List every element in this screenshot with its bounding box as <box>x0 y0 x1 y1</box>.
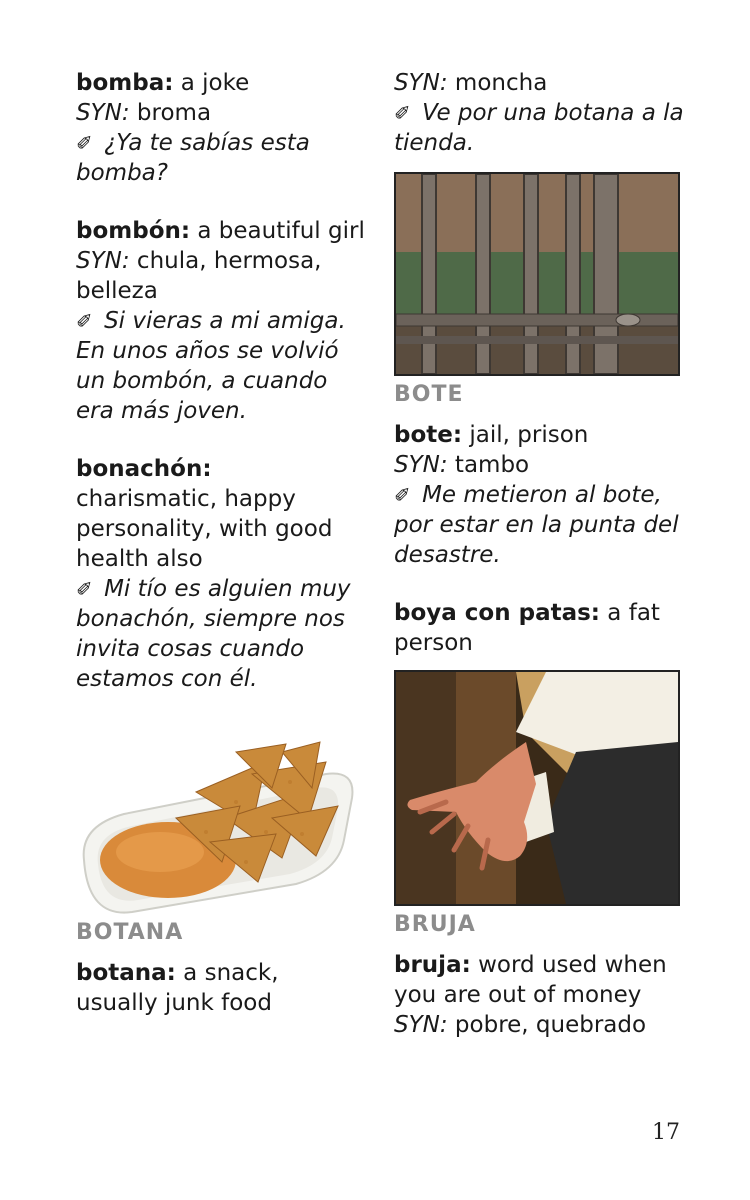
entry-bruja <box>394 950 694 1040</box>
pencil-icon: ✐ <box>394 483 411 507</box>
bote-caption: BOTE <box>394 382 464 407</box>
syn-label: SYN: <box>394 1012 448 1038</box>
example-sentence: Ve por una botana a la tienda. <box>394 100 684 156</box>
entry-bonachon <box>76 454 366 694</box>
syn-label: SYN: <box>394 70 448 96</box>
headword: bote: <box>394 422 463 448</box>
example-sentence: Si vieras a mi amiga. En unos años se volvió un bombón, a cuando era más joven. <box>76 308 346 424</box>
entry-bombon <box>76 216 366 426</box>
pencil-icon: ✐ <box>76 131 93 155</box>
botana-caption: BOTANA <box>76 920 184 945</box>
example-sentence: ¿Ya te sabías esta bomba? <box>76 130 310 186</box>
page-number: 17 <box>652 1120 680 1145</box>
botana-photo <box>76 722 356 914</box>
bote-photo <box>394 172 680 376</box>
headword: botana: <box>76 960 176 986</box>
synonyms: broma <box>129 100 212 126</box>
pencil-icon: ✐ <box>394 101 411 125</box>
bruja-photo <box>394 670 680 906</box>
definition: a beautiful girl <box>190 218 365 244</box>
pencil-icon: ✐ <box>76 309 93 333</box>
definition: word used when you are out of money <box>394 952 667 1008</box>
headword: boya con patas: <box>394 600 600 626</box>
headword: bonachón: <box>76 456 212 482</box>
headword: bombón: <box>76 218 191 244</box>
synonyms: moncha <box>447 70 548 96</box>
headword: bruja: <box>394 952 471 978</box>
headword: bomba: <box>76 70 174 96</box>
definition: a fat person <box>394 600 660 656</box>
example-sentence: Mi tío es alguien muy bonachón, siempre nos invita cosas cuando estamos con él. <box>76 576 351 692</box>
entry-bomba <box>76 68 366 188</box>
synonyms: pobre, quebrado <box>447 1012 647 1038</box>
syn-label: SYN: <box>76 100 130 126</box>
syn-label: SYN: <box>394 452 448 478</box>
entry-botana-continued <box>394 68 694 158</box>
pencil-icon: ✐ <box>76 577 93 601</box>
entry-botana <box>76 958 366 1018</box>
left-column <box>76 68 366 1018</box>
definition: a joke <box>173 70 250 96</box>
definition: a snack, usually junk food <box>76 960 279 1016</box>
example-sentence: Me metieron al bote, por estar en la punta del desastre. <box>394 482 679 568</box>
definition: jail, prison <box>462 422 589 448</box>
bruja-caption: BRUJA <box>394 912 476 937</box>
synonyms: chula, hermosa, belleza <box>76 248 322 304</box>
definition: charismatic, happy personality, with good health also <box>76 486 333 572</box>
entry-boya-con-patas <box>394 598 694 658</box>
right-column <box>394 68 694 1040</box>
entry-bote <box>394 420 694 570</box>
syn-label: SYN: <box>76 248 130 274</box>
synonyms: tambo <box>447 452 530 478</box>
